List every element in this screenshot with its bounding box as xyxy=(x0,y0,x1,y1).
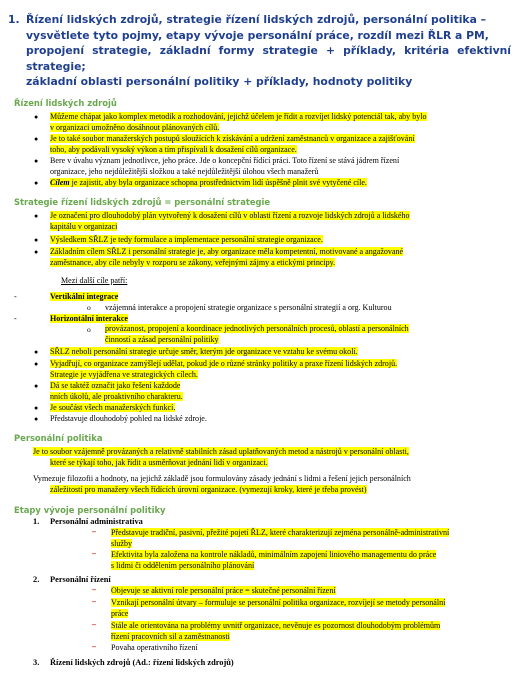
bullet-icon: ● xyxy=(34,360,39,368)
text-line: toho, aby podávali vysoký výkon a tím přispívali k dosažení cílů organizace. xyxy=(50,145,297,154)
title-line: 1. Řízení lidských zdrojů, strategie řízení lidských zdrojů, personální politika – xyxy=(8,13,487,26)
text-line: kapitálu v organizaci xyxy=(50,222,118,231)
circle-bullet-icon: o xyxy=(87,303,91,312)
bullet-icon: ● xyxy=(34,415,39,423)
text-line: v organizaci umožněno dosáhnout plánovaných cílů. xyxy=(50,123,220,132)
text-line: Efektivita byla založena na kontrole nákladů, minimálním zapojení liniového managementu do práce xyxy=(111,550,437,559)
text-line: Stále ale orientována na problémy uvnitř organizace, nevěnuje es pozornost dlouhodobým problémům xyxy=(111,621,441,630)
text-line: řízení pracovních sil a zaměstnanosti xyxy=(111,632,230,641)
bullet-icon: ● xyxy=(34,212,39,220)
text-line: Představuje dlouhodobý pohled na lidské zdroje. xyxy=(50,414,207,423)
bullet-icon: ● xyxy=(34,135,39,143)
section-heading-strategy: Strategie řízení lidských zdrojů = personální strategie xyxy=(14,197,271,207)
text-line: práce xyxy=(111,609,129,618)
text-line: nních úkolů, ale proaktivního charakteru. xyxy=(50,392,183,401)
bullet-icon: ● xyxy=(34,404,39,412)
vertical-integration-label: Vertikální integrace xyxy=(50,292,119,301)
dash-icon: – xyxy=(92,642,96,651)
stage-number: 2. xyxy=(33,575,40,584)
stage-number: 1. xyxy=(33,517,40,526)
text-line: záležitostí pro manažery všech řídících úrovní organizace. (vymezují kroky, které je třeba provést) xyxy=(50,485,367,494)
text-line: služby xyxy=(111,539,133,548)
text-line: organizace, jeho nejdůležitější složkou a také nejdůležitější úlohou všech manažerů xyxy=(50,167,319,176)
text-line: Strategie je vyjádřena ve strategických cílech. xyxy=(50,370,198,379)
bullet-icon: ● xyxy=(34,179,39,187)
dash-icon: – xyxy=(92,549,96,558)
text-line: vzájemná interakce a propojení strategie organizace s personální strategií a org. Kulturou xyxy=(105,303,392,312)
text-line: Je to soubor vzájemně provázaných a relativně stabilních zásad uplatňovaných metod a nástrojů v personální oblasti, xyxy=(33,447,409,456)
text-line: je zajistit, aby byla organizace schopna prostřednictvím lidí úspěšně plnit své vytyčené cíle. xyxy=(69,178,367,187)
title-line: vysvětlete tyto pojmy, etapy vývoje personální práce, rozdíl mezi ŘLR a PM, xyxy=(26,28,489,42)
title-line: propojení strategie, základní formy strategie + příklady, kritéria efektivní strategie; xyxy=(26,44,511,73)
text-line: činností a zásad personální politiky xyxy=(105,335,219,344)
dash-icon: – xyxy=(92,620,96,629)
text-line: Vymezuje filozofii a hodnoty, na jejichž základě jsou formulovány zásady jednání s lidmi a řešení jejich personálních xyxy=(33,474,411,483)
text-line: provázanost, propojení a koordinace jednotlivých personálních procesů, oblastí a personálních xyxy=(105,324,409,333)
question-title xyxy=(8,12,511,90)
bullet-icon: ● xyxy=(34,236,39,244)
title-number: 1. xyxy=(8,13,20,26)
stage-label: Personální administrativa xyxy=(50,517,143,526)
text-line: Povaha operativního řízení xyxy=(111,643,198,652)
other-goals-label: Mezi další cíle patří: xyxy=(61,276,128,285)
text-line: Bere v úvahu význam jednotlivce, jeho práce. Jde o koncepční řídící práci. Toto řízení se stává jádrem řízení xyxy=(50,156,400,165)
text-line: Můžeme chápat jako komplex metodik a rozhodování, jejichž účelem je řídit a rozvíjet lidský potenciál tak, aby bylo xyxy=(50,112,427,121)
text-line: které se týkají toho, jak řídit a usměrňovat jednání lidí v organizaci. xyxy=(50,458,268,467)
bullet-icon: ● xyxy=(34,248,39,256)
text-line: zaměstnance, aby cíle nebyly v rozporu se zákony, veřejnými zájmy a etickými principy. xyxy=(50,258,336,267)
dash-icon: – xyxy=(92,527,96,536)
section-heading-policy: Personální politika xyxy=(14,433,103,443)
text-line: Výsledkem SŘLZ je tedy formulace a implementace personální strategie organizace. xyxy=(50,235,323,244)
text-line: Základním cílem SŘLZ i personální strategie je, aby organizace měla kompetentní, motivované a angažované xyxy=(50,247,404,256)
text-line: Vznikají personální útvary – formuluje se personální politika organizace, rozvíjejí se metody personální xyxy=(111,598,446,607)
dash-icon: – xyxy=(92,585,96,594)
bullet-icon: ● xyxy=(34,113,39,121)
bullet-icon: ● xyxy=(34,382,39,390)
text-line: s lidmi či oddělením personálního plánování xyxy=(111,561,255,570)
stage-number: 3. xyxy=(33,658,40,667)
dash-icon: - xyxy=(14,292,17,301)
horizontal-interaction-label: Horizontální interakce xyxy=(50,314,128,323)
dash-icon: - xyxy=(14,314,17,323)
title-line: základní oblasti personální politiky + příklady, hodnoty politiky xyxy=(26,75,413,89)
bullet-icon: ● xyxy=(34,157,39,165)
text-line: Dá se taktéž označit jako řešení každode xyxy=(50,381,181,390)
dash-icon: – xyxy=(92,597,96,606)
section-heading-rlz: Řízení lidských zdrojů xyxy=(14,98,117,108)
circle-bullet-icon: o xyxy=(87,325,91,334)
text-line: Představuje tradiční, pasivní, přežité pojetí ŘLZ, které charakterizují zejména personálně-administrativní xyxy=(111,528,450,537)
stage-label: Personální řízení xyxy=(50,575,111,584)
text-line: Je to také soubor manažerských postupů sloužících k získávání a udržení zaměstnanců v organizace a zajišťování xyxy=(50,134,415,143)
bullet-icon: ● xyxy=(34,348,39,356)
goal-label: Cílem xyxy=(50,178,70,187)
text-line: Je označení pro dlouhodobý plán vytvořený k dosažení cílů v oblasti řízení a rozvoje lidských zdrojů a lidského xyxy=(50,211,410,220)
section-heading-stages: Etapy vývoje personální politiky xyxy=(14,505,166,515)
stage-label: Řízení lidských zdrojů (Ad.: řízení lidských zdrojů) xyxy=(50,658,234,667)
text-line: Objevuje se aktivní role personální práce = skutečné personální řízení xyxy=(111,586,336,595)
text-line: Je součást všech manažerských funkcí. xyxy=(50,403,176,412)
text-line: SŘLZ neboli personální strategie určuje směr, kterým jde organizace ve vztahu ke svému okolí. xyxy=(50,347,358,356)
text-line: Vyjadřují, co organizace zamýšlejí udělat, pokud jde o různé stránky politiky a praxe řízení lidských zdrojů. xyxy=(50,359,398,368)
